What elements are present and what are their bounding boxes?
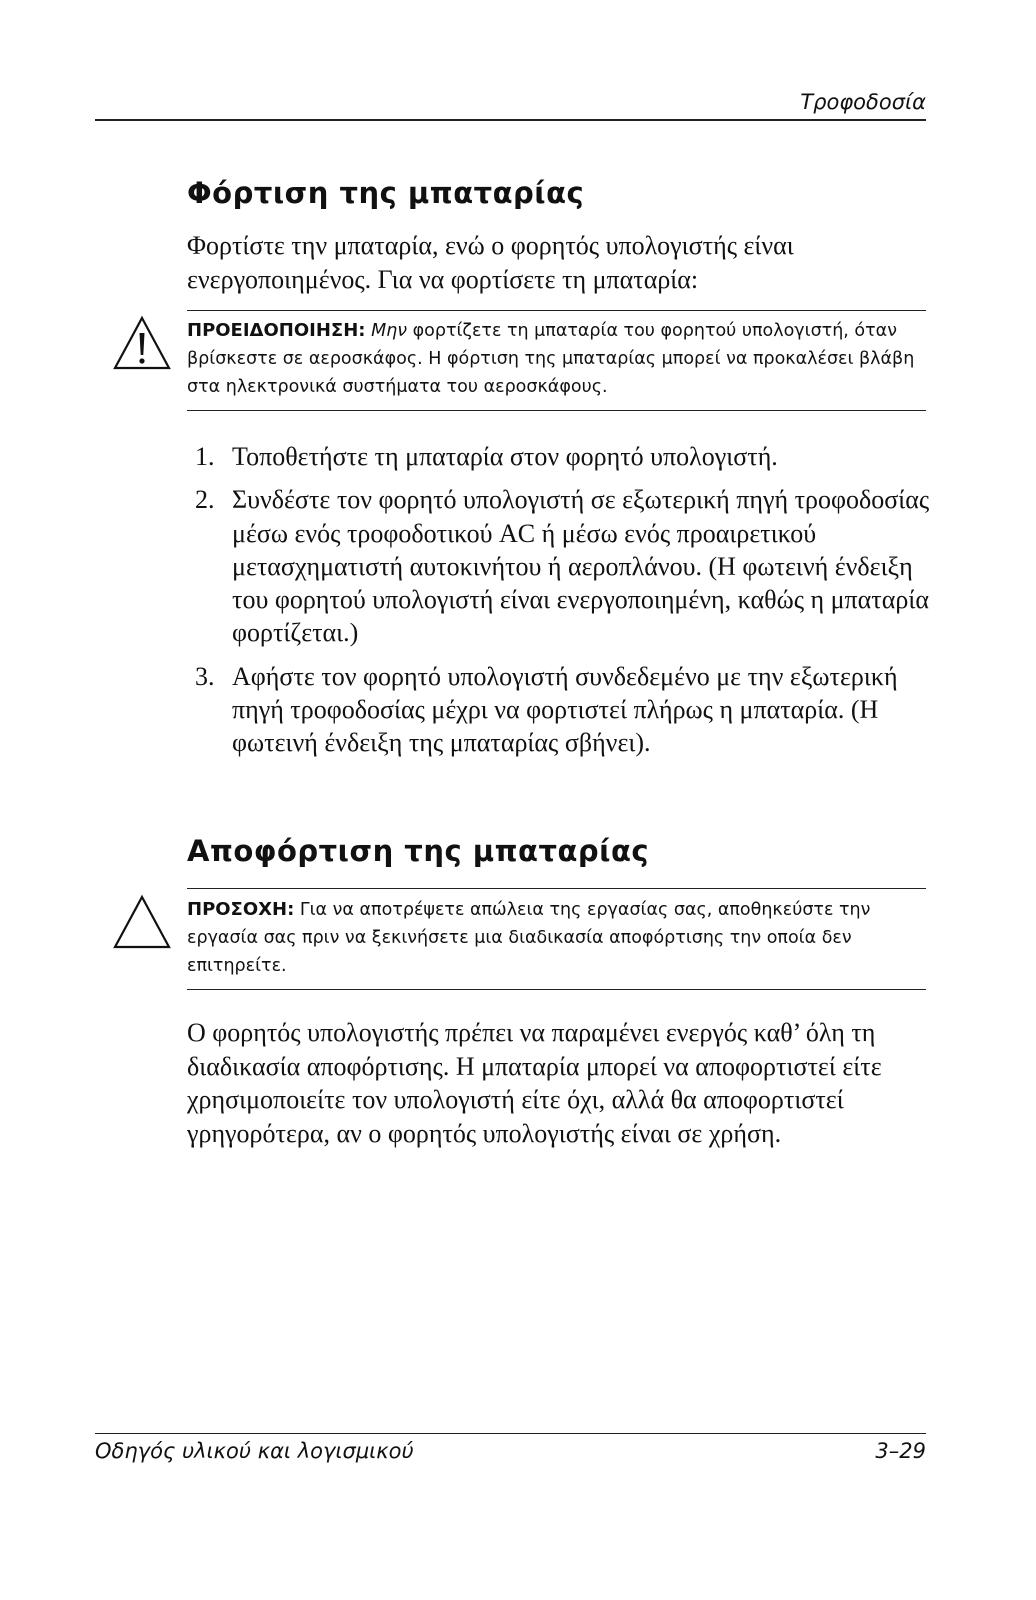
warning-triangle-exclamation-icon: [112, 314, 172, 374]
caution-bottom-rule: [187, 989, 926, 990]
step-number: 1.: [195, 442, 215, 471]
step-text: Τοποθετήστε τη μπαταρία στον φορητό υπολογιστή.: [232, 442, 778, 471]
warning-note: [187, 317, 932, 401]
step-number: 2.: [195, 485, 215, 515]
caution-triangle-icon: [112, 893, 172, 953]
list-item: [195, 660, 930, 760]
header-rule: [95, 119, 926, 121]
footer-book-title: Οδηγός υλικού και λογισμικού: [95, 1439, 414, 1463]
list-item: [195, 440, 930, 473]
footer-page-number: 3–29: [875, 1439, 926, 1463]
caution-label: ΠΡΟΣΟΧΗ:: [187, 899, 295, 920]
caution-note: [187, 896, 932, 980]
warning-label: ΠΡΟΕΙΔΟΠΟΙΗΣΗ:: [187, 320, 366, 341]
charging-steps-list: [195, 440, 930, 770]
warning-top-rule: [187, 310, 926, 311]
step-text: Αφήστε τον φορητό υπολογιστή συνδεδεμένο με την εξωτερική πηγή τροφοδοσίας μέχρι να φορτιστεί πλήρως η μπαταρία. (Η φωτεινή ένδειξη της μπαταρίας σβήνει).: [232, 661, 898, 758]
step-number: 3.: [195, 661, 215, 691]
discharging-body-paragraph: Ο φορητός υπολογιστής πρέπει να παραμένει ενεργός καθ’ όλη τη διαδικασία αποφόρτισης. Η μπαταρία μπορεί να αποφορτιστεί είτε χρησιμοποιείτε τον υπολογιστή είτε όχι, αλλά θα αποφορτιστεί γρηγορότερα, αν ο φορητός υπολογιστής είναι σε χρήση.: [187, 1018, 882, 1148]
section-title-charging: Φόρτιση της μπαταρίας: [187, 176, 585, 210]
section-title-discharging: Αποφόρτιση της μπαταρίας: [187, 834, 650, 868]
warning-emphasis: Μην: [371, 321, 408, 341]
footer-rule: [95, 1433, 926, 1434]
caution-top-rule: [187, 888, 926, 889]
warning-text: φορτίζετε τη μπαταρία του φορητού υπολογιστή, όταν βρίσκεστε σε αεροσκάφος. Η φόρτιση της μπαταρίας μπορεί να προκαλέσει βλάβη στα ηλεκτρονικά συστήματα του αεροσκάφους.: [187, 321, 915, 397]
list-item: [195, 483, 930, 649]
charging-intro-paragraph: Φορτίστε την μπαταρία, ενώ ο φορητός υπολογιστής είναι ενεργοποιημένος. Για να φορτίσετε τη μπαταρία:: [187, 231, 794, 294]
running-header-title: Τροφοδοσία: [800, 90, 926, 114]
caution-text: Για να αποτρέψετε απώλεια της εργασίας σας, αποθηκεύστε την εργασία σας πριν να ξεκινήσετε μια διαδικασία αποφόρτισης την οποία δεν επιτηρείτε.: [187, 900, 871, 976]
step-text: Συνδέστε τον φορητό υπολογιστή σε εξωτερική πηγή τροφοδοσίας μέσω ενός τροφοδοτικού AC ή μέσω ενός προαιρετικού μετασχηματιστή αυτοκινήτου ή αεροπλάνου. (Η φωτεινή ένδειξη του φορητού υπολογιστή είναι ενεργοποιημένη, καθώς η μπαταρία φορτίζεται.): [232, 485, 930, 648]
warning-bottom-rule: [187, 410, 926, 411]
